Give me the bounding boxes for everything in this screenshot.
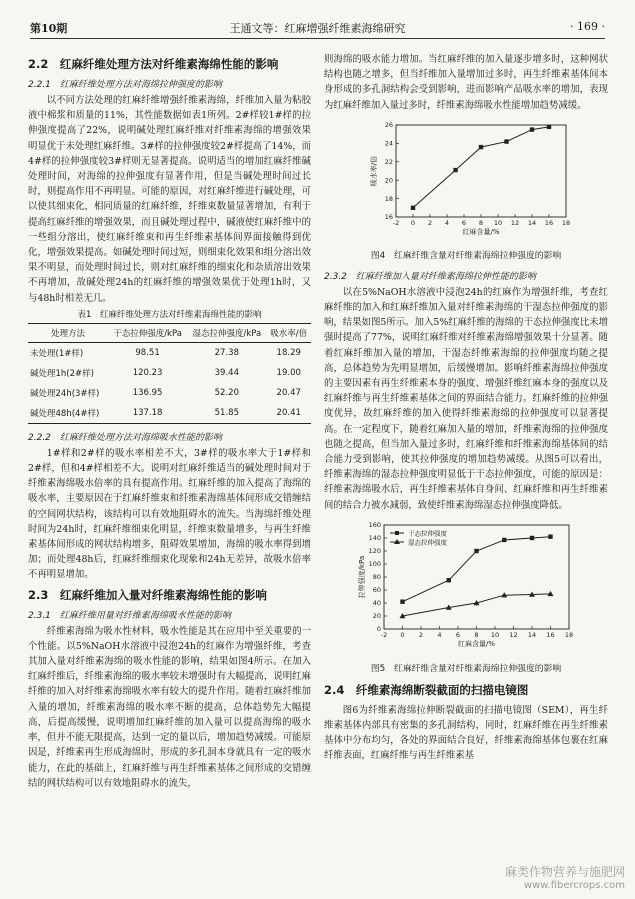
y-tick-label: 0 — [376, 625, 381, 634]
y-tick-label: 80 — [372, 573, 381, 582]
y-tick-label: 120 — [368, 547, 381, 556]
body-paragraph: 则海绵的吸水能力增加。当红麻纤维的加入量逐步增多时，这种网状结构也随之增多，但当纤维加入量增加过多时，再生纤维素基体间本身形成的多孔洞结构会受到影响，进而影响产品吸水率的增加，表现为红麻纤维加入量过多时，纤维素海绵吸水性能增加趋势减缓。 — [324, 54, 608, 111]
table-cell: 碱处理48h(4#样) — [28, 403, 108, 424]
section-heading: 2.4 纤维素海绵断裂截面的扫描电镜图 — [324, 682, 529, 697]
data-point — [530, 127, 534, 131]
running-header — [30, 14, 605, 39]
figure-caption: 图5 红麻纤维含量对纤维素海绵拉伸强度的影响 — [370, 663, 562, 674]
x-axis-label: 红麻含量/% — [457, 639, 496, 648]
table-cell: 碱处理1h(2#样) — [30, 368, 94, 379]
body-paragraph: 图6为纤维素海绵拉伸断裂截面的扫描电镜图（SEM），再生纤维素基体内部具有密集的多孔洞结构，同时，红麻纤维在再生纤维素基体中分布均匀，各处的界面结合良好，纤维素海绵基体包裹在红麻纤维表面，红麻纤维与再生纤维素基 — [324, 704, 608, 762]
table-header-cell: 湿态拉伸强度/kPa — [187, 323, 266, 342]
subsection-heading: 2.2.1 红麻纤维处理方法对海绵拉伸强度的影响 — [28, 80, 222, 90]
watermark-url: www.fibercrops.com — [523, 880, 625, 891]
data-point — [474, 549, 478, 553]
y-tick-label: 16 — [384, 213, 393, 222]
x-tick-label: -2 — [392, 218, 400, 227]
x-tick-label: 2 — [427, 218, 433, 227]
x-tick-label: 18 — [564, 630, 574, 639]
body-paragraph: 纤维素海绵为吸水性材料，吸水性能是其在应用中至关重要的一个性能。以5%NaOH水溶液中浸泡24h的红麻作为增强纤维，考查其加入量对纤维素海绵的吸水性能的影响，结果如图4所示。在加入红麻纤维后，纤维素海绵的吸水率较未增强时有大幅提高，说明红麻纤维的加入对纤维素海绵吸水率有较大的提升作用。随着红麻纤维加入量的增加，纤维素海绵的吸水率不断的提高，总体趋势先大幅提高，后提高缓慢，说明增加红麻纤维的加入量可以提高海绵的吸水率，但并不能无限提高，达到一定的量以后，增加趋势减缓。可能原因是，纤维素再生形成海绵时，形成的多孔洞本身就具有一定的吸水能力，在此的基础上，红麻纤维与再生纤维素基体之间形成的交错缠结的网状结构可以有效地阻碍水的流失， — [28, 625, 311, 789]
data-point — [453, 168, 457, 172]
data-point — [502, 538, 506, 542]
section-heading: 2.3 红麻纤维加入量对纤维素海绵性能的影响 — [28, 587, 267, 602]
subsection-heading: 2.3.2 红麻纤维加入量对纤维素海绵拉伸性能的影响 — [324, 271, 536, 282]
y-tick-label: 100 — [368, 560, 381, 569]
issue-number: 第10期 — [30, 22, 68, 35]
x-tick-label: -2 — [380, 630, 388, 639]
y-tick-label: 26 — [384, 121, 393, 130]
table-cell: 98.51 — [135, 347, 160, 358]
watermark-site-name: 麻类作物营养与施肥网 — [504, 865, 625, 879]
body-paragraph: 1#样和2#样的吸水率相差不大，3#样的吸水率大于1#样和2#样，但和4#样相差不大。说明对红麻纤维适当的碱处理时间对于纤维素海绵吸水倍率的具有提高作用。红麻纤维的加入提高了海绵的吸水率，主要原因在于红麻纤维束和纤维素海绵基体间形成交错缠结的空间网状结构，该结构可以有效地阻碍水的流失。当海绵纤维处理时间为24h时，红麻纤维细束化明显，纤维束数量增多，与再生纤维素基体间形成的网状结构增多，阻碍效果增加，海绵的吸水率得到增加；而处理48h后，红麻纤维细束化现象和24h无差异，故吸水倍率不再明显增加。 — [28, 447, 311, 581]
running-title: 王通文等：红麻增强纤维素海绵研究 — [229, 22, 406, 35]
data-point — [479, 145, 483, 149]
x-tick-label: 10 — [490, 630, 500, 639]
x-tick-label: 16 — [546, 630, 555, 639]
table-cell: 18.29 — [276, 347, 301, 358]
table-row — [28, 403, 311, 424]
table-header-cell: 处理方法 — [28, 323, 108, 342]
data-point — [547, 124, 551, 128]
table-cell: 20.41 — [266, 403, 311, 424]
y-tick-label: 40 — [372, 599, 381, 608]
y-tick-label: 18 — [384, 194, 393, 203]
x-tick-label: 18 — [561, 218, 571, 227]
y-tick-label: 24 — [384, 139, 393, 148]
table-cell: 39.44 — [214, 367, 239, 378]
y-axis-label: 拉伸强度/kPa — [358, 555, 366, 599]
table-row — [28, 383, 311, 403]
x-tick-label: 14 — [527, 218, 537, 227]
data-point — [411, 205, 415, 209]
x-tick-label: 4 — [444, 218, 450, 227]
table-row — [28, 363, 311, 383]
table-header-cell: 吸水率/倍 — [266, 323, 311, 342]
figure-4 — [324, 119, 608, 244]
legend-marker — [395, 531, 399, 535]
x-tick-label: 16 — [544, 218, 554, 227]
right-column — [324, 52, 608, 764]
subsection-heading: 2.2.2 红麻纤维处理方法对海绵吸水性能的影响 — [28, 432, 222, 443]
plot-frame — [396, 125, 566, 217]
table-caption: 表1 红麻纤维处理方法对纤维素海绵性能的影响 — [77, 309, 262, 320]
table-row — [28, 342, 311, 363]
table-cell: 27.38 — [214, 347, 239, 358]
x-axis-label: 红麻含量/% — [462, 227, 500, 236]
body-paragraph: 以不同方法处理的红麻纤维增强纤维素海绵，纤维加入量为粘胶液中棉浆和质量的11%，其性能数据如表1所列。2#样较1#样的拉伸强度提高了22%，说明碱处理红麻纤维对纤维素海绵的增强效果明显优于未处理红麻纤维。3#样的拉伸强度较2#样提高了14%，而4#样的拉伸强度较3#样则无显著提高。说明适当的增加红麻纤维碱处理时间，对海绵的拉伸强度有显著作用，但是当碱处理时间过长时，则提高作用不再明显。可能的原因，对红麻纤维进行碱处理，可以使其细束化，相同质量的红麻纤维，纤维束数量显著增加，有利于提高红麻纤维的增强效果，而且碱处理过程中，碱液使红麻纤维中的一些组分溶出，使红麻纤维束和再生纤维素基体间界面接触得到优化，增强效果提高。如碱处理时间过短，则细束化效果和组分溶出效果不明显，而处理时间过长，则对红麻纤维的细束化和杂质溶出效果不再增加，故碱处理24h的红麻纤维的增强效果优于处理1h时，又与48h时相差无几。 — [28, 95, 311, 304]
data-table — [28, 323, 311, 424]
y-tick-label: 20 — [384, 176, 393, 185]
table-header-row — [28, 323, 311, 342]
y-tick-label: 160 — [368, 521, 381, 530]
table-cell: 未处理(1#样) — [30, 348, 84, 359]
data-point — [447, 578, 451, 582]
table-cell: 20.47 — [276, 387, 301, 398]
x-tick-label: 4 — [437, 630, 442, 639]
table-cell: 碱处理24h(3#样) — [30, 388, 100, 399]
legend-label: 干态拉伸强度 — [408, 529, 447, 538]
left-column — [28, 52, 311, 791]
data-point — [504, 139, 508, 143]
data-point — [548, 534, 552, 538]
table-cell: 136.95 — [132, 387, 163, 398]
series-line — [413, 127, 549, 208]
legend-label: 湿态拉伸强度 — [408, 538, 447, 547]
body-paragraph: 以在5%NaOH水溶液中浸泡24h的红麻作为增强纤维，考查红麻纤维的加入和红麻纤维加入量对纤维素海绵的干湿态拉伸强度的影响，结果如图5所示。加入5%红麻纤维的海绵的干态拉伸强度比未增强时提高了77%，说明红麻纤维对纤维素海绵增强效果十分显著。随着红麻纤维加入量的增加，干湿态纤维素海绵的拉伸强度均随之提高，总体趋势为先明显增加，后缓慢增加。影响纤维素海绵拉伸强度的主要因素有再生纤维素本身的强度、增强纤维红麻本身的强度以及红麻纤维与再生纤维素基体之间的界面结合能力。红麻纤维的拉伸强度优异，故红麻纤维的加入使得纤维素海绵的拉伸强度可以显著提高。在一定程度下，随着红麻加入量的增加，纤维素海绵的拉伸强度也随之提高，但当加入量过多时，红麻纤维和纤维素海绵基体间的结合能力受到影响，使其拉伸强度的增加趋势减缓。从图5可以看出，纤维素海绵的湿态拉伸强度明显低于干态拉伸强度，可能的原因是：纤维素海绵吸水后，再生纤维素基体自身间、红麻纤维和再生纤维素间的结合力被水减弱，致使纤维素海绵湿态拉伸强度降低。 — [324, 286, 608, 511]
x-tick-label: 14 — [527, 630, 537, 639]
watermark — [505, 863, 625, 891]
figure-5 — [324, 519, 608, 657]
y-tick-label: 20 — [372, 612, 381, 621]
table-cell: 137.18 — [108, 403, 187, 424]
subsection-heading: 2.3.1 红麻纤维用量对纤维素海绵吸水性能的影响 — [28, 610, 231, 621]
data-point — [400, 599, 404, 603]
x-tick-label: 8 — [478, 218, 484, 227]
y-axis-label: 吸水率/倍 — [370, 155, 378, 186]
page-number: · 169 · — [570, 20, 605, 33]
table-cell: 19.00 — [276, 367, 301, 378]
table-cell: 52.20 — [214, 387, 239, 398]
section-heading: 2.2 红麻纤维处理方法对纤维素海绵性能的影响 — [28, 57, 279, 71]
table-cell: 51.85 — [187, 403, 266, 424]
x-tick-label: 6 — [461, 218, 467, 227]
x-tick-label: 10 — [493, 218, 503, 227]
table-cell: 120.23 — [132, 367, 163, 378]
y-tick-label: 60 — [372, 586, 381, 595]
x-tick-label: 12 — [509, 630, 518, 639]
x-tick-label: 0 — [410, 218, 416, 227]
x-tick-label: 6 — [455, 630, 461, 639]
table-header-cell: 干态拉伸强度/kPa — [108, 323, 187, 342]
figure-caption: 图4 红麻纤维含量对纤维素海绵拉伸强度的影响 — [370, 250, 562, 261]
chart-tensile-strength — [324, 519, 608, 657]
y-tick-label: 140 — [368, 534, 381, 543]
y-tick-label: 22 — [384, 157, 393, 166]
data-point — [530, 536, 534, 540]
x-tick-label: 0 — [400, 630, 405, 639]
x-tick-label: 8 — [474, 630, 479, 639]
chart-water-absorption — [324, 119, 608, 244]
x-tick-label: 12 — [510, 218, 520, 227]
x-tick-label: 2 — [418, 630, 424, 639]
